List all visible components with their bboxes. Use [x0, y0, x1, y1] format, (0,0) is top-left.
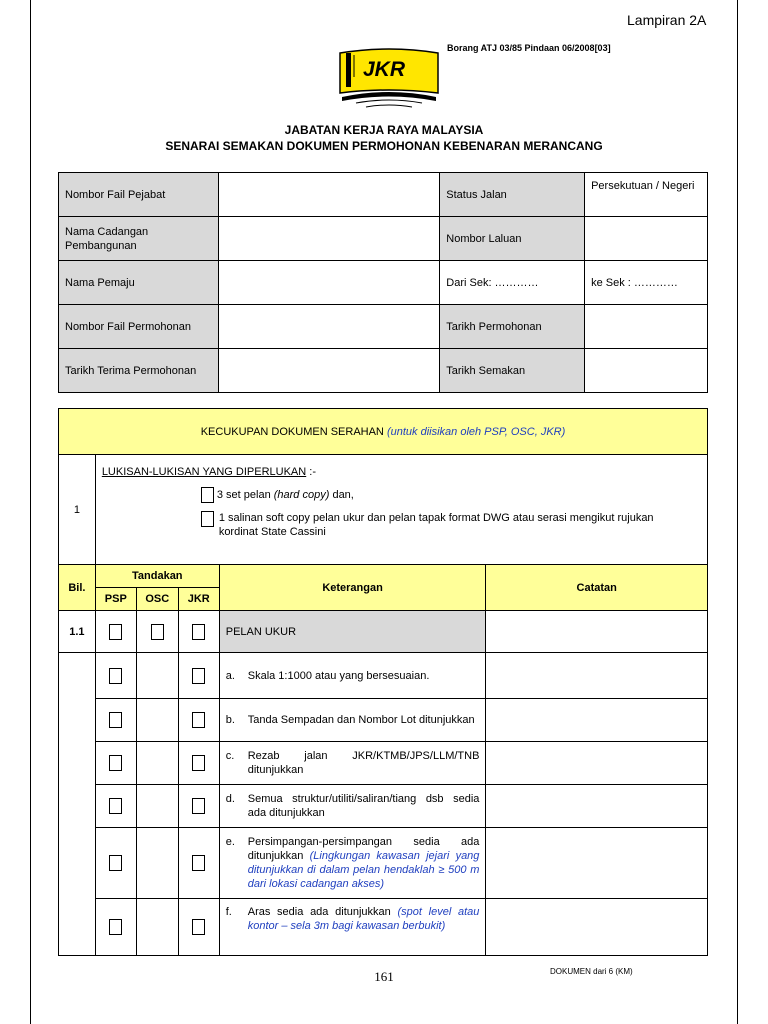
item-f-psp-cell	[95, 899, 136, 956]
row-1-1-psp-cell	[95, 611, 136, 653]
item-e-catatan[interactable]	[486, 828, 708, 899]
row-1-1-title: PELAN UKUR	[219, 611, 486, 653]
section1-content	[95, 455, 707, 565]
field-ke-sek[interactable]: ke Sek : …………	[585, 261, 708, 305]
label-tarikh-terima: Tarikh Terima Permohonan	[59, 349, 219, 393]
info-table	[58, 172, 708, 393]
col-bil: Bil.	[59, 565, 96, 611]
item-e-jkr-checkbox[interactable]	[192, 855, 205, 871]
item-letter: f.	[225, 906, 232, 918]
item-d-psp-checkbox[interactable]	[109, 798, 122, 814]
item-a-text-cell	[219, 653, 486, 699]
label-status-jalan: Status Jalan	[440, 173, 585, 217]
agency-title: JABATAN KERJA RAYA MALAYSIA	[284, 123, 484, 137]
label-tarikh-permohonan: Tarikh Permohonan	[440, 305, 585, 349]
row-1-1-osc-checkbox[interactable]	[151, 624, 164, 640]
page-border-right	[737, 0, 738, 1024]
table-row	[59, 899, 708, 956]
item-c-psp-cell	[95, 742, 136, 785]
softcopy-checkbox[interactable]	[201, 511, 214, 527]
item-d-jkr-cell	[178, 785, 219, 828]
table-row	[59, 699, 708, 742]
item-text: Semua struktur/utiliti/saliran/tiang dsb sedia ada ditunjukkan	[247, 793, 480, 819]
page-border-left	[30, 0, 31, 1024]
item-d-catatan[interactable]	[486, 785, 708, 828]
item-text: Tanda Sempadan dan Nombor Lot ditunjukkan	[247, 714, 475, 726]
item-b-catatan[interactable]	[486, 699, 708, 742]
row-1-1-psp-checkbox[interactable]	[109, 624, 122, 640]
col-keterangan: Keterangan	[219, 565, 486, 611]
item-c-jkr-cell	[178, 742, 219, 785]
item-text: Persimpangan-persimpangan sedia ada ditunjukkan	[247, 836, 480, 862]
document-footer-note: DOKUMEN dari 6 (KM)	[550, 967, 633, 976]
row-1-1-jkr-checkbox[interactable]	[192, 624, 205, 640]
lampiran-label: Lampiran 2A	[627, 12, 707, 28]
item-e-psp-checkbox[interactable]	[109, 855, 122, 871]
option-hardcopy-italic: (hard copy)	[273, 488, 330, 501]
item-f-jkr-checkbox[interactable]	[192, 919, 205, 935]
item-d-text-cell	[219, 785, 486, 828]
item-text: Aras sedia ada ditunjukkan	[247, 906, 398, 918]
item-note: (spot level atau kontor – sela 3m bagi kawasan berbukit)	[247, 906, 480, 932]
page-number: 161	[374, 969, 394, 984]
field-nombor-fail-pejabat[interactable]	[218, 173, 439, 217]
label-nombor-fail-permohonan: Nombor Fail Permohonan	[59, 305, 219, 349]
item-a-psp-checkbox[interactable]	[109, 668, 122, 684]
checklist-heading-note: (untuk diisikan oleh PSP, OSC, JKR)	[386, 425, 566, 438]
item-note: (Lingkungan kawasan jejari yang ditunjukkan di dalam pelan hendaklah ≥ 500 m dari lokasi cadangan akses)	[247, 850, 480, 890]
label-nombor-fail-pejabat: Nombor Fail Pejabat	[59, 173, 219, 217]
item-text: Skala 1:1000 atau yang bersesuaian.	[247, 669, 430, 682]
option-hardcopy-text: 3 set pelan	[216, 488, 274, 501]
item-b-text-cell	[219, 699, 486, 742]
item-a-jkr-cell	[178, 653, 219, 699]
logo-text: JKR	[363, 58, 406, 81]
form-number: Borang ATJ 03/85 Pindaan 06/2008[03]	[447, 43, 611, 53]
item-d-jkr-checkbox[interactable]	[192, 798, 205, 814]
item-c-jkr-checkbox[interactable]	[192, 755, 205, 771]
item-f-catatan[interactable]	[486, 899, 708, 956]
row-1-1-jkr-cell	[178, 611, 219, 653]
item-e-jkr-cell	[178, 828, 219, 899]
item-a-osc-cell	[136, 653, 178, 699]
item-e-osc-cell	[136, 828, 178, 899]
status-jalan-options: Persekutuan / Negeri	[585, 173, 708, 217]
item-b-osc-cell	[136, 699, 178, 742]
item-b-jkr-cell	[178, 699, 219, 742]
label-tarikh-semakan: Tarikh Semakan	[440, 349, 585, 393]
label-nama-pemaju: Nama Pemaju	[59, 261, 219, 305]
item-f-jkr-cell	[178, 899, 219, 956]
item-e-psp-cell	[95, 828, 136, 899]
table-row	[59, 828, 708, 899]
col-osc: OSC	[136, 588, 178, 611]
item-b-psp-cell	[95, 699, 136, 742]
item-letter: a.	[225, 669, 235, 682]
item-c-psp-checkbox[interactable]	[109, 755, 122, 771]
option-softcopy-text: 1 salinan soft copy pelan ukur dan pelan tapak format DWG atau serasi mengikut rujukan kordinat State Cassini	[218, 512, 654, 538]
item-e-text-cell	[219, 828, 486, 899]
field-nombor-fail-permohonan[interactable]	[218, 305, 439, 349]
checklist-heading-text: KECUKUPAN DOKUMEN SERAHAN	[200, 425, 384, 438]
item-c-text-cell	[219, 742, 486, 785]
field-tarikh-permohonan[interactable]	[585, 305, 708, 349]
field-nombor-laluan[interactable]	[585, 217, 708, 261]
item-c-catatan[interactable]	[486, 742, 708, 785]
table-row	[59, 653, 708, 699]
section1-colon: :-	[306, 466, 316, 478]
item-bil-cell	[59, 653, 96, 956]
row-1-1-number: 1.1	[59, 611, 96, 653]
item-letter: d.	[225, 793, 235, 805]
section1-number: 1	[59, 455, 96, 565]
document-title: SENARAI SEMAKAN DOKUMEN PERMOHONAN KEBENARAN MERANCANG	[165, 139, 603, 153]
table-row	[59, 785, 708, 828]
table-row	[59, 742, 708, 785]
field-nama-cadangan[interactable]	[218, 217, 439, 261]
jkr-logo	[336, 47, 442, 113]
checklist-table	[58, 408, 708, 956]
field-dari-sek[interactable]: Dari Sek: …………	[440, 261, 585, 305]
item-text-wrap	[248, 905, 480, 933]
row-1-1-catatan[interactable]	[486, 611, 708, 653]
item-d-psp-cell	[95, 785, 136, 828]
item-f-osc-cell	[136, 899, 178, 956]
label-nama-cadangan: Nama Cadangan Pembangunan	[59, 217, 219, 261]
item-c-osc-cell	[136, 742, 178, 785]
col-catatan: Catatan	[486, 565, 708, 611]
checklist-heading	[59, 409, 708, 455]
item-text-wrap	[248, 835, 480, 891]
section1-title: LUKISAN-LUKISAN YANG DIPERLUKAN	[101, 466, 307, 478]
item-b-jkr-checkbox[interactable]	[192, 712, 205, 728]
label-nombor-laluan: Nombor Laluan	[440, 217, 585, 261]
item-f-text-cell	[219, 899, 486, 956]
item-a-psp-cell	[95, 653, 136, 699]
field-tarikh-semakan[interactable]	[585, 349, 708, 393]
item-letter: c.	[225, 750, 235, 762]
col-tandakan: Tandakan	[95, 565, 219, 588]
row-1-1-osc-cell	[136, 611, 178, 653]
item-a-jkr-checkbox[interactable]	[192, 668, 205, 684]
field-nama-pemaju[interactable]	[218, 261, 439, 305]
item-b-psp-checkbox[interactable]	[109, 712, 122, 728]
item-d-osc-cell	[136, 785, 178, 828]
option-hardcopy-end: dan,	[329, 488, 354, 501]
col-psp: PSP	[95, 588, 136, 611]
item-letter: b.	[225, 714, 235, 726]
item-a-catatan[interactable]	[486, 653, 708, 699]
item-f-psp-checkbox[interactable]	[109, 919, 122, 935]
hardcopy-checkbox[interactable]	[201, 487, 214, 503]
item-letter: e.	[225, 836, 235, 848]
item-text: Rezab jalan JKR/KTMB/JPS/LLM/TNB ditunjukkan	[247, 750, 480, 776]
field-tarikh-terima[interactable]	[218, 349, 439, 393]
col-jkr: JKR	[178, 588, 219, 611]
